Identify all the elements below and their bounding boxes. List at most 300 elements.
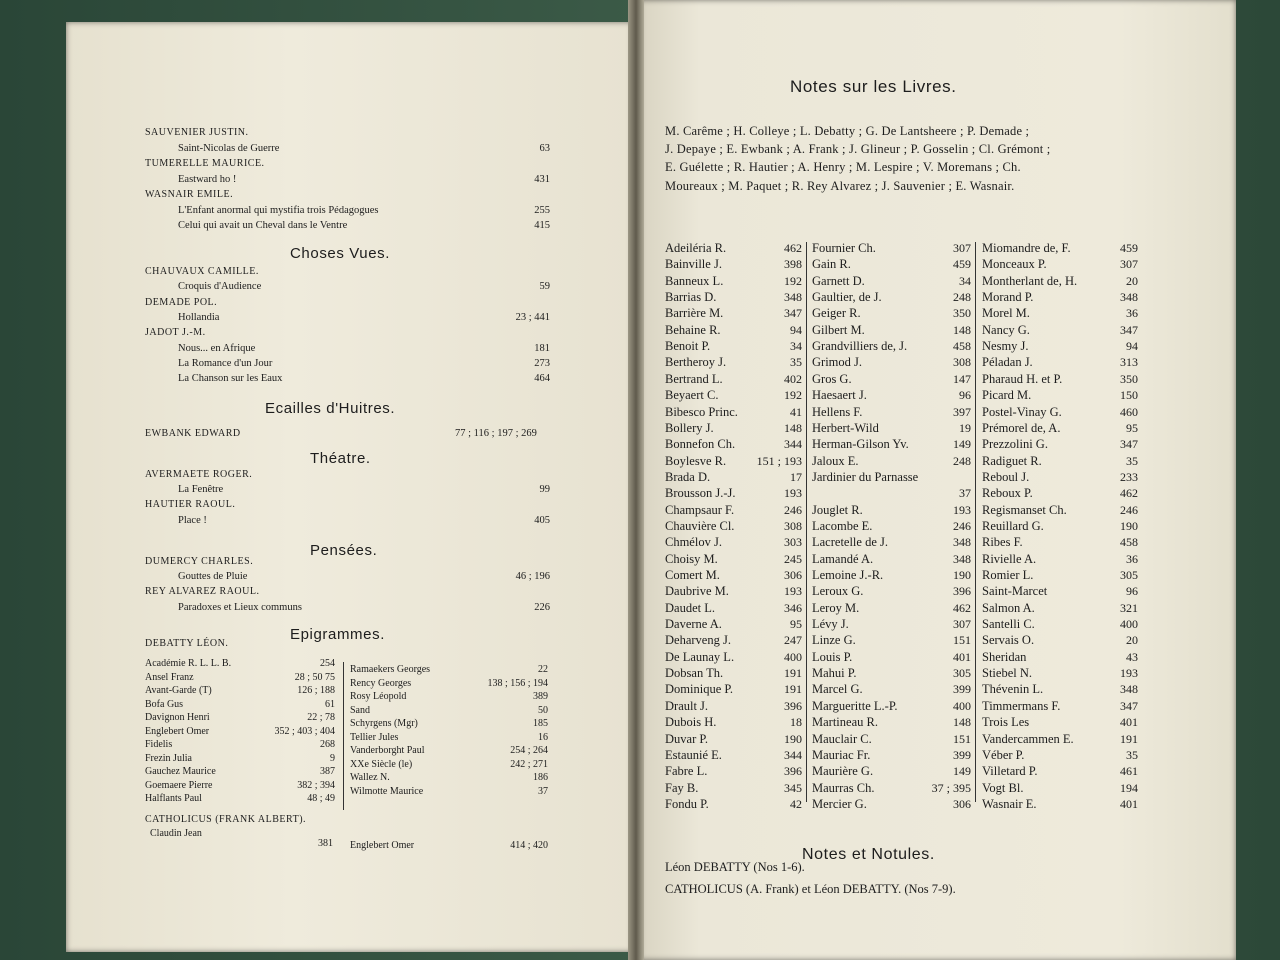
index-name: Reuillard G. — [982, 518, 1044, 533]
page-number: 405 — [534, 514, 550, 526]
page-number: 192 — [784, 388, 802, 403]
notes-line: Léon DEBATTY (Nos 1-6). — [665, 860, 805, 874]
index-name: Bonnefon Ch. — [665, 437, 736, 452]
index-name: Tellier Jules — [350, 731, 399, 743]
index-name: Jouglet R. — [812, 502, 863, 517]
page-number: 96 — [959, 388, 971, 403]
page-number: 414 ; 420 — [510, 840, 548, 851]
author-name: REY ALVAREZ RAOUL. — [145, 586, 260, 598]
author-name: EWBANK EDWARD — [145, 428, 241, 439]
contributors-line: E. Guélette ; R. Hautier ; A. Henry ; M. Lespire ; V. Moremans ; Ch. — [665, 160, 1021, 175]
index-name: Mercier G. — [812, 796, 867, 811]
page-number: 461 — [1120, 764, 1138, 779]
page-number: 190 — [784, 731, 802, 746]
page-number: 36 — [1126, 306, 1138, 321]
page-number: 242 ; 271 — [510, 758, 548, 770]
index-name: Lévy J. — [812, 617, 849, 632]
index-name: Margueritte L.-P. — [812, 698, 898, 713]
index-name: Lacombe E. — [812, 518, 873, 533]
index-name: Bofa Gus — [145, 698, 184, 710]
page-number: 401 — [953, 649, 971, 664]
work-title: La Fenêtre — [178, 484, 224, 496]
page-number: 305 — [1120, 568, 1138, 582]
page-number: 308 — [953, 355, 971, 370]
page-number: 191 — [784, 666, 802, 681]
index-name: Wasnair E. — [982, 796, 1037, 811]
index-name: Halflants Paul — [145, 793, 202, 804]
page-number: 307 — [953, 241, 971, 255]
index-name: Vogt Bl. — [982, 780, 1024, 795]
page-number: 308 — [784, 518, 802, 533]
index-name: Englebert Omer — [145, 725, 210, 737]
page-number: 95 — [1126, 420, 1138, 435]
page-number: 233 — [1120, 469, 1138, 484]
page-number: 226 — [534, 601, 550, 613]
index-name: Leroy M. — [812, 600, 860, 615]
page-number: 350 — [953, 306, 971, 321]
page-number: 246 — [784, 502, 802, 517]
author-name: DUMERCY CHARLES. — [145, 556, 254, 567]
index-name: Deharveng J. — [665, 633, 731, 648]
index-name: Chmélov J. — [665, 535, 722, 550]
page-number: 462 — [1120, 486, 1138, 501]
page-number: 147 — [953, 371, 971, 386]
page-number: 458 — [1120, 535, 1138, 550]
page-number: 192 — [784, 273, 802, 288]
index-name: Fidelis — [145, 739, 173, 750]
work-title: Celui qui avait un Cheval dans le Ventre — [178, 220, 348, 231]
page-number: 50 — [538, 704, 548, 716]
page-number: 193 — [784, 486, 802, 501]
index-name: Drault J. — [665, 698, 709, 713]
page-number: 194 — [1120, 780, 1138, 795]
page-number: 126 ; 188 — [297, 685, 335, 696]
book-gutter — [628, 0, 644, 960]
index-name: Daverne A. — [665, 617, 722, 632]
index-name: Regismanset Ch. — [982, 502, 1067, 517]
index-name: Choisy M. — [665, 551, 718, 566]
index-name: Villetard P. — [982, 764, 1038, 779]
index-name: Radiguet R. — [982, 453, 1042, 468]
page-number: 9 — [330, 752, 335, 764]
page-number: 22 ; 78 — [307, 712, 335, 723]
page-number: 17 — [790, 469, 802, 484]
index-name: Stiebel N. — [982, 666, 1032, 681]
page-number: 254 — [320, 658, 335, 669]
page-number: 150 — [1120, 388, 1138, 403]
page-number: 248 — [953, 290, 971, 305]
page-number: 193 — [1120, 666, 1138, 681]
author-name: AVERMAETE ROGER. — [145, 469, 253, 480]
page-number: 42 — [790, 796, 802, 811]
index-name: Boylesve R. — [665, 453, 727, 468]
page-number: 245 — [784, 551, 802, 566]
page-number: 77 ; 116 ; 197 ; 269 — [455, 428, 537, 439]
index-name: Servais O. — [982, 633, 1035, 648]
index-name: Duvar P. — [665, 731, 709, 746]
index-name: Gilbert M. — [812, 322, 865, 337]
index-name: XXe Siècle (le) — [350, 758, 413, 770]
index-name: Santelli C. — [982, 617, 1035, 632]
page-number: 348 — [953, 551, 971, 566]
notes-line: CATHOLICUS (A. Frank) et Léon DEBATTY. (Nos 7-9). — [665, 882, 956, 896]
page-number: 37 — [959, 486, 971, 501]
index-name: Dubois H. — [665, 715, 717, 730]
index-name: Bertrand L. — [665, 371, 723, 386]
page-number: 248 — [953, 453, 971, 468]
work-title: Place ! — [178, 514, 207, 526]
page-number: 35 — [1126, 747, 1138, 762]
work-title: La Romance d'un Jour — [178, 357, 273, 369]
page-number: 41 — [790, 404, 802, 419]
page-number: 397 — [953, 404, 971, 419]
page-number: 246 — [1120, 502, 1138, 517]
page-number: 307 — [1120, 257, 1138, 272]
index-name: Daubrive M. — [665, 584, 729, 599]
page-number: 148 — [784, 420, 802, 435]
page-number: 37 — [538, 785, 548, 797]
index-name: Rivielle A. — [982, 551, 1037, 566]
page-number: 399 — [953, 747, 971, 762]
page-number: 344 — [784, 437, 802, 452]
contributors-line: Moureaux ; M. Paquet ; R. Rey Alvarez ; J. Sauvenier ; E. Wasnair. — [665, 178, 1015, 193]
page-number: 63 — [539, 142, 550, 154]
page-number: 402 — [784, 371, 802, 386]
index-name: Morand P. — [982, 290, 1034, 305]
page-number: 344 — [784, 747, 802, 762]
index-name: Vanderborght Paul — [350, 745, 425, 756]
page-number: 20 — [1126, 273, 1138, 288]
work-title: La Chanson sur les Eaux — [178, 373, 283, 385]
page-number: 306 — [953, 796, 971, 811]
index-name: Champsaur F. — [665, 502, 735, 517]
page-number: 348 — [784, 290, 802, 305]
index-name: Gauchez Maurice — [145, 766, 216, 777]
index-name: Gain R. — [812, 257, 851, 272]
index-name: Beyaert C. — [665, 388, 719, 403]
index-name: Miomandre de, F. — [982, 241, 1071, 255]
index-name: Véber P. — [982, 747, 1025, 762]
page-number: 191 — [784, 682, 802, 697]
index-name: Académie R. L. L. B. — [145, 658, 232, 669]
index-name: Garnett D. — [812, 273, 865, 288]
index-name: Geiger R. — [812, 306, 861, 321]
page-number: 149 — [953, 437, 971, 452]
page-number: 459 — [953, 257, 971, 272]
page-number: 462 — [953, 600, 971, 615]
page-number: 48 ; 49 — [307, 793, 335, 804]
section-heading: Choses Vues. — [290, 245, 391, 262]
index-name: Daudet L. — [665, 600, 715, 615]
page-number: 95 — [790, 617, 802, 632]
index-name: Maurière G. — [812, 764, 874, 779]
page-number: 415 — [534, 220, 550, 231]
index-name: Herman-Gilson Yv. — [812, 437, 909, 452]
index-name: Barrias D. — [665, 290, 717, 305]
index-name: Reboux P. — [982, 486, 1033, 501]
page-number: 462 — [784, 241, 802, 255]
page-number: 99 — [539, 484, 550, 496]
page-number: 255 — [534, 204, 550, 216]
index-name: Mauclair C. — [812, 731, 872, 746]
index-name: Prezzolini G. — [982, 437, 1048, 452]
index-name: Bertheroy J. — [665, 355, 727, 370]
index-name: Timmermans F. — [982, 698, 1061, 713]
index-name: Brada D. — [665, 469, 711, 484]
work-title: L'Enfant anormal qui mystifia trois Pédagogues — [178, 204, 379, 216]
page-number: 350 — [1120, 371, 1138, 386]
section-heading: Pensées. — [310, 542, 378, 559]
page-number: 190 — [1120, 518, 1138, 533]
author-name: CATHOLICUS (FRANK ALBERT). — [145, 814, 307, 825]
page-number: 347 — [1120, 437, 1138, 452]
author-name: HAUTIER RAOUL. — [145, 499, 236, 511]
page-number: 400 — [784, 649, 802, 664]
index-name: Morel M. — [982, 306, 1030, 321]
page-number: 34 — [790, 339, 802, 354]
index-name: Leroux G. — [812, 584, 864, 599]
page-number: 303 — [784, 535, 802, 550]
index-name: Sheridan — [982, 649, 1027, 664]
section-heading: Epigrammes. — [290, 626, 385, 643]
page-number: 306 — [784, 568, 802, 582]
index-name: Vandercammen E. — [982, 731, 1074, 746]
index-name: Goemaere Pierre — [145, 779, 213, 791]
index-name: Grimod J. — [812, 355, 862, 370]
page-number: 348 — [953, 535, 971, 550]
index-name: De Launay L. — [665, 649, 735, 664]
page-number: 268 — [320, 739, 335, 750]
page-number: 185 — [533, 718, 548, 729]
work-title: Hollandia — [178, 311, 220, 323]
index-name: Englebert Omer — [350, 840, 415, 851]
index-name: Jaloux E. — [812, 453, 859, 468]
author-name: TUMERELLE MAURICE. — [145, 158, 265, 169]
page-number: 382 ; 394 — [297, 779, 335, 791]
page-number: 35 — [790, 355, 802, 370]
index-name: Mauriac Fr. — [812, 747, 871, 762]
section-heading: Notes et Notules. — [802, 846, 935, 863]
index-name: Louis P. — [812, 649, 853, 664]
page-number: 59 — [539, 281, 550, 293]
index-name: Gros G. — [812, 371, 852, 386]
page-number: 94 — [1126, 339, 1138, 354]
page-number: 34 — [959, 273, 971, 288]
page-number: 247 — [784, 633, 802, 648]
index-name: Jardinier du Parnasse — [812, 469, 919, 484]
page-number: 458 — [953, 339, 971, 354]
contributors-line: M. Carême ; H. Colleye ; L. Debatty ; G. De Lantsheere ; P. Demade ; — [665, 124, 1030, 138]
page-number: 347 — [784, 306, 802, 321]
page-number: 151 — [953, 731, 971, 746]
page-number: 399 — [953, 682, 971, 697]
page-number: 313 — [1120, 355, 1138, 370]
page-number: 28 ; 50 75 — [294, 671, 335, 683]
index-name: Brousson J.-J. — [665, 486, 736, 501]
author-name: DEMADE POL. — [145, 296, 218, 308]
page-number: 347 — [1120, 322, 1138, 337]
index-name: Ribes F. — [982, 535, 1023, 550]
column-rule — [806, 242, 807, 802]
page-number: 348 — [1120, 290, 1138, 305]
index-name: Salmon A. — [982, 600, 1035, 615]
index-name: Pharaud H. et P. — [982, 371, 1063, 386]
page-number: 396 — [784, 698, 802, 713]
page-number: 352 ; 403 ; 404 — [274, 725, 335, 737]
page-number: 307 — [953, 617, 971, 632]
index-name: Avant-Garde (T) — [145, 685, 212, 696]
page-number: 181 — [534, 342, 550, 354]
index-name: Bollery J. — [665, 420, 714, 435]
index-name: Lamandé A. — [812, 551, 874, 566]
page-number: 401 — [1120, 796, 1138, 811]
index-name: Davignon Henri — [145, 712, 210, 723]
page-number: 190 — [953, 568, 971, 582]
page-number: 16 — [538, 731, 548, 743]
index-name: Martineau R. — [812, 715, 878, 730]
page-number: 151 — [953, 633, 971, 648]
page-number: 46 ; 196 — [515, 571, 550, 583]
page-title: Notes sur les Livres. — [790, 77, 957, 96]
index-name: Monceaux P. — [982, 257, 1047, 272]
index-name: Lemoine J.-R. — [812, 568, 884, 582]
page-number: 389 — [533, 691, 548, 702]
page-number: 35 — [1126, 453, 1138, 468]
index-name: Bibesco Princ. — [665, 404, 738, 419]
column-rule — [975, 242, 976, 802]
page-number: 400 — [953, 698, 971, 713]
page-number: 18 — [790, 715, 802, 730]
index-name: Nancy G. — [982, 322, 1030, 337]
page-number: 460 — [1120, 404, 1138, 419]
index-name: Banneux L. — [665, 273, 724, 288]
page-number: 94 — [790, 322, 802, 337]
page-number: 151 ; 193 — [756, 453, 802, 468]
page-number: 273 — [534, 357, 550, 369]
index-name: Lacretelle de J. — [812, 535, 888, 550]
section-heading: Ecailles d'Huitres. — [265, 400, 396, 417]
index-name: Trois Les — [982, 715, 1030, 730]
index-name: Prémorel de, A. — [982, 420, 1061, 435]
page-number: 61 — [325, 698, 335, 710]
work-title: Eastward ho ! — [178, 173, 237, 185]
index-name: Schyrgens (Mgr) — [350, 718, 418, 729]
index-name: Maurras Ch. — [812, 780, 875, 795]
index-name: Hellens F. — [812, 404, 863, 419]
column-rule — [343, 662, 344, 810]
index-name: Rency Georges — [350, 677, 412, 689]
author-name: DEBATTY LÉON. — [145, 638, 229, 649]
index-name: Comert M. — [665, 568, 720, 582]
page-number: 305 — [953, 666, 971, 681]
page-number: 186 — [533, 772, 548, 783]
page-number: 381 — [318, 838, 333, 849]
page-number: 431 — [534, 173, 550, 185]
index-name: Chauvière Cl. — [665, 518, 735, 533]
author-name: WASNAIR EMILE. — [145, 189, 234, 200]
page-number: 348 — [1120, 682, 1138, 697]
index-name: Sand — [350, 704, 370, 716]
index-name: Barrière M. — [665, 306, 724, 321]
index-name: Péladan J. — [982, 355, 1033, 370]
index-name: Nesmy J. — [982, 339, 1029, 354]
index-name: Thévenin L. — [982, 682, 1044, 697]
page-number: 321 — [1120, 600, 1138, 615]
index-name: Wilmotte Maurice — [350, 785, 424, 797]
index-name: Herbert-Wild — [812, 420, 879, 435]
index-name: Adeiléria R. — [665, 241, 727, 255]
page-number: 138 ; 156 ; 194 — [487, 677, 548, 689]
page-number: 149 — [953, 764, 971, 779]
work-title: Saint-Nicolas de Guerre — [178, 142, 280, 154]
page-number: 148 — [953, 715, 971, 730]
page-number: 396 — [784, 764, 802, 779]
index-name: Reboul J. — [982, 469, 1030, 484]
index-name: Wallez N. — [350, 772, 390, 783]
page-number: 36 — [1126, 551, 1138, 566]
index-name: Fondu P. — [665, 796, 709, 811]
page-number: 396 — [953, 584, 971, 599]
page-number: 345 — [784, 780, 802, 795]
author-name: SAUVENIER JUSTIN. — [145, 127, 249, 138]
page-number: 398 — [784, 257, 802, 272]
page-number: 193 — [784, 584, 802, 599]
work-title: Nous... en Afrique — [178, 342, 256, 354]
section-heading: Théatre. — [310, 450, 371, 467]
page-number: 191 — [1120, 731, 1138, 746]
index-name: Fournier Ch. — [812, 241, 876, 255]
work-title: Gouttes de Pluie — [178, 571, 248, 583]
index-name: Benoit P. — [665, 339, 711, 354]
index-name: Saint-Marcet — [982, 584, 1048, 599]
page-number: 347 — [1120, 698, 1138, 713]
page-number: 246 — [953, 518, 971, 533]
index-name: Mahui P. — [812, 666, 857, 681]
index-name: Haesaert J. — [812, 388, 867, 403]
index-name: Ansel Franz — [145, 671, 194, 683]
index-name: Fay B. — [665, 780, 699, 795]
page-number: 400 — [1120, 617, 1138, 632]
index-name: Grandvilliers de, J. — [812, 339, 908, 354]
page-number: 19 — [959, 420, 971, 435]
index-name: Romier L. — [982, 568, 1034, 582]
index-name: Postel-Vinay G. — [982, 404, 1062, 419]
index-name: Claudin Jean — [150, 828, 202, 839]
index-name: Frezin Julia — [145, 752, 192, 764]
page-number: 20 — [1126, 633, 1138, 648]
page-number: 96 — [1126, 584, 1138, 599]
page-number: 37 ; 395 — [931, 780, 971, 795]
index-name: Montherlant de, H. — [982, 273, 1078, 288]
author-name: JADOT J.-M. — [145, 327, 206, 339]
index-name: Linze G. — [812, 633, 856, 648]
page-number: 346 — [784, 600, 802, 615]
index-name: Ramaekers Georges — [350, 664, 431, 675]
author-name: CHAUVAUX CAMILLE. — [145, 266, 259, 277]
index-name: Dominique P. — [665, 682, 734, 697]
page-number: 22 — [538, 664, 548, 675]
index-name: Marcel G. — [812, 682, 863, 697]
index-name: Behaine R. — [665, 322, 721, 337]
index-name: Gaultier, de J. — [812, 290, 882, 305]
page-number: 148 — [953, 322, 971, 337]
page-number: 43 — [1126, 649, 1138, 664]
page-number: 387 — [320, 766, 335, 777]
contributors-line: J. Depaye ; E. Ewbank ; A. Frank ; J. Glineur ; P. Gosselin ; Cl. Grémont ; — [665, 142, 1051, 157]
work-title: Paradoxes et Lieux communs — [178, 601, 302, 613]
index-name: Picard M. — [982, 388, 1032, 403]
page-number: 401 — [1120, 715, 1138, 730]
